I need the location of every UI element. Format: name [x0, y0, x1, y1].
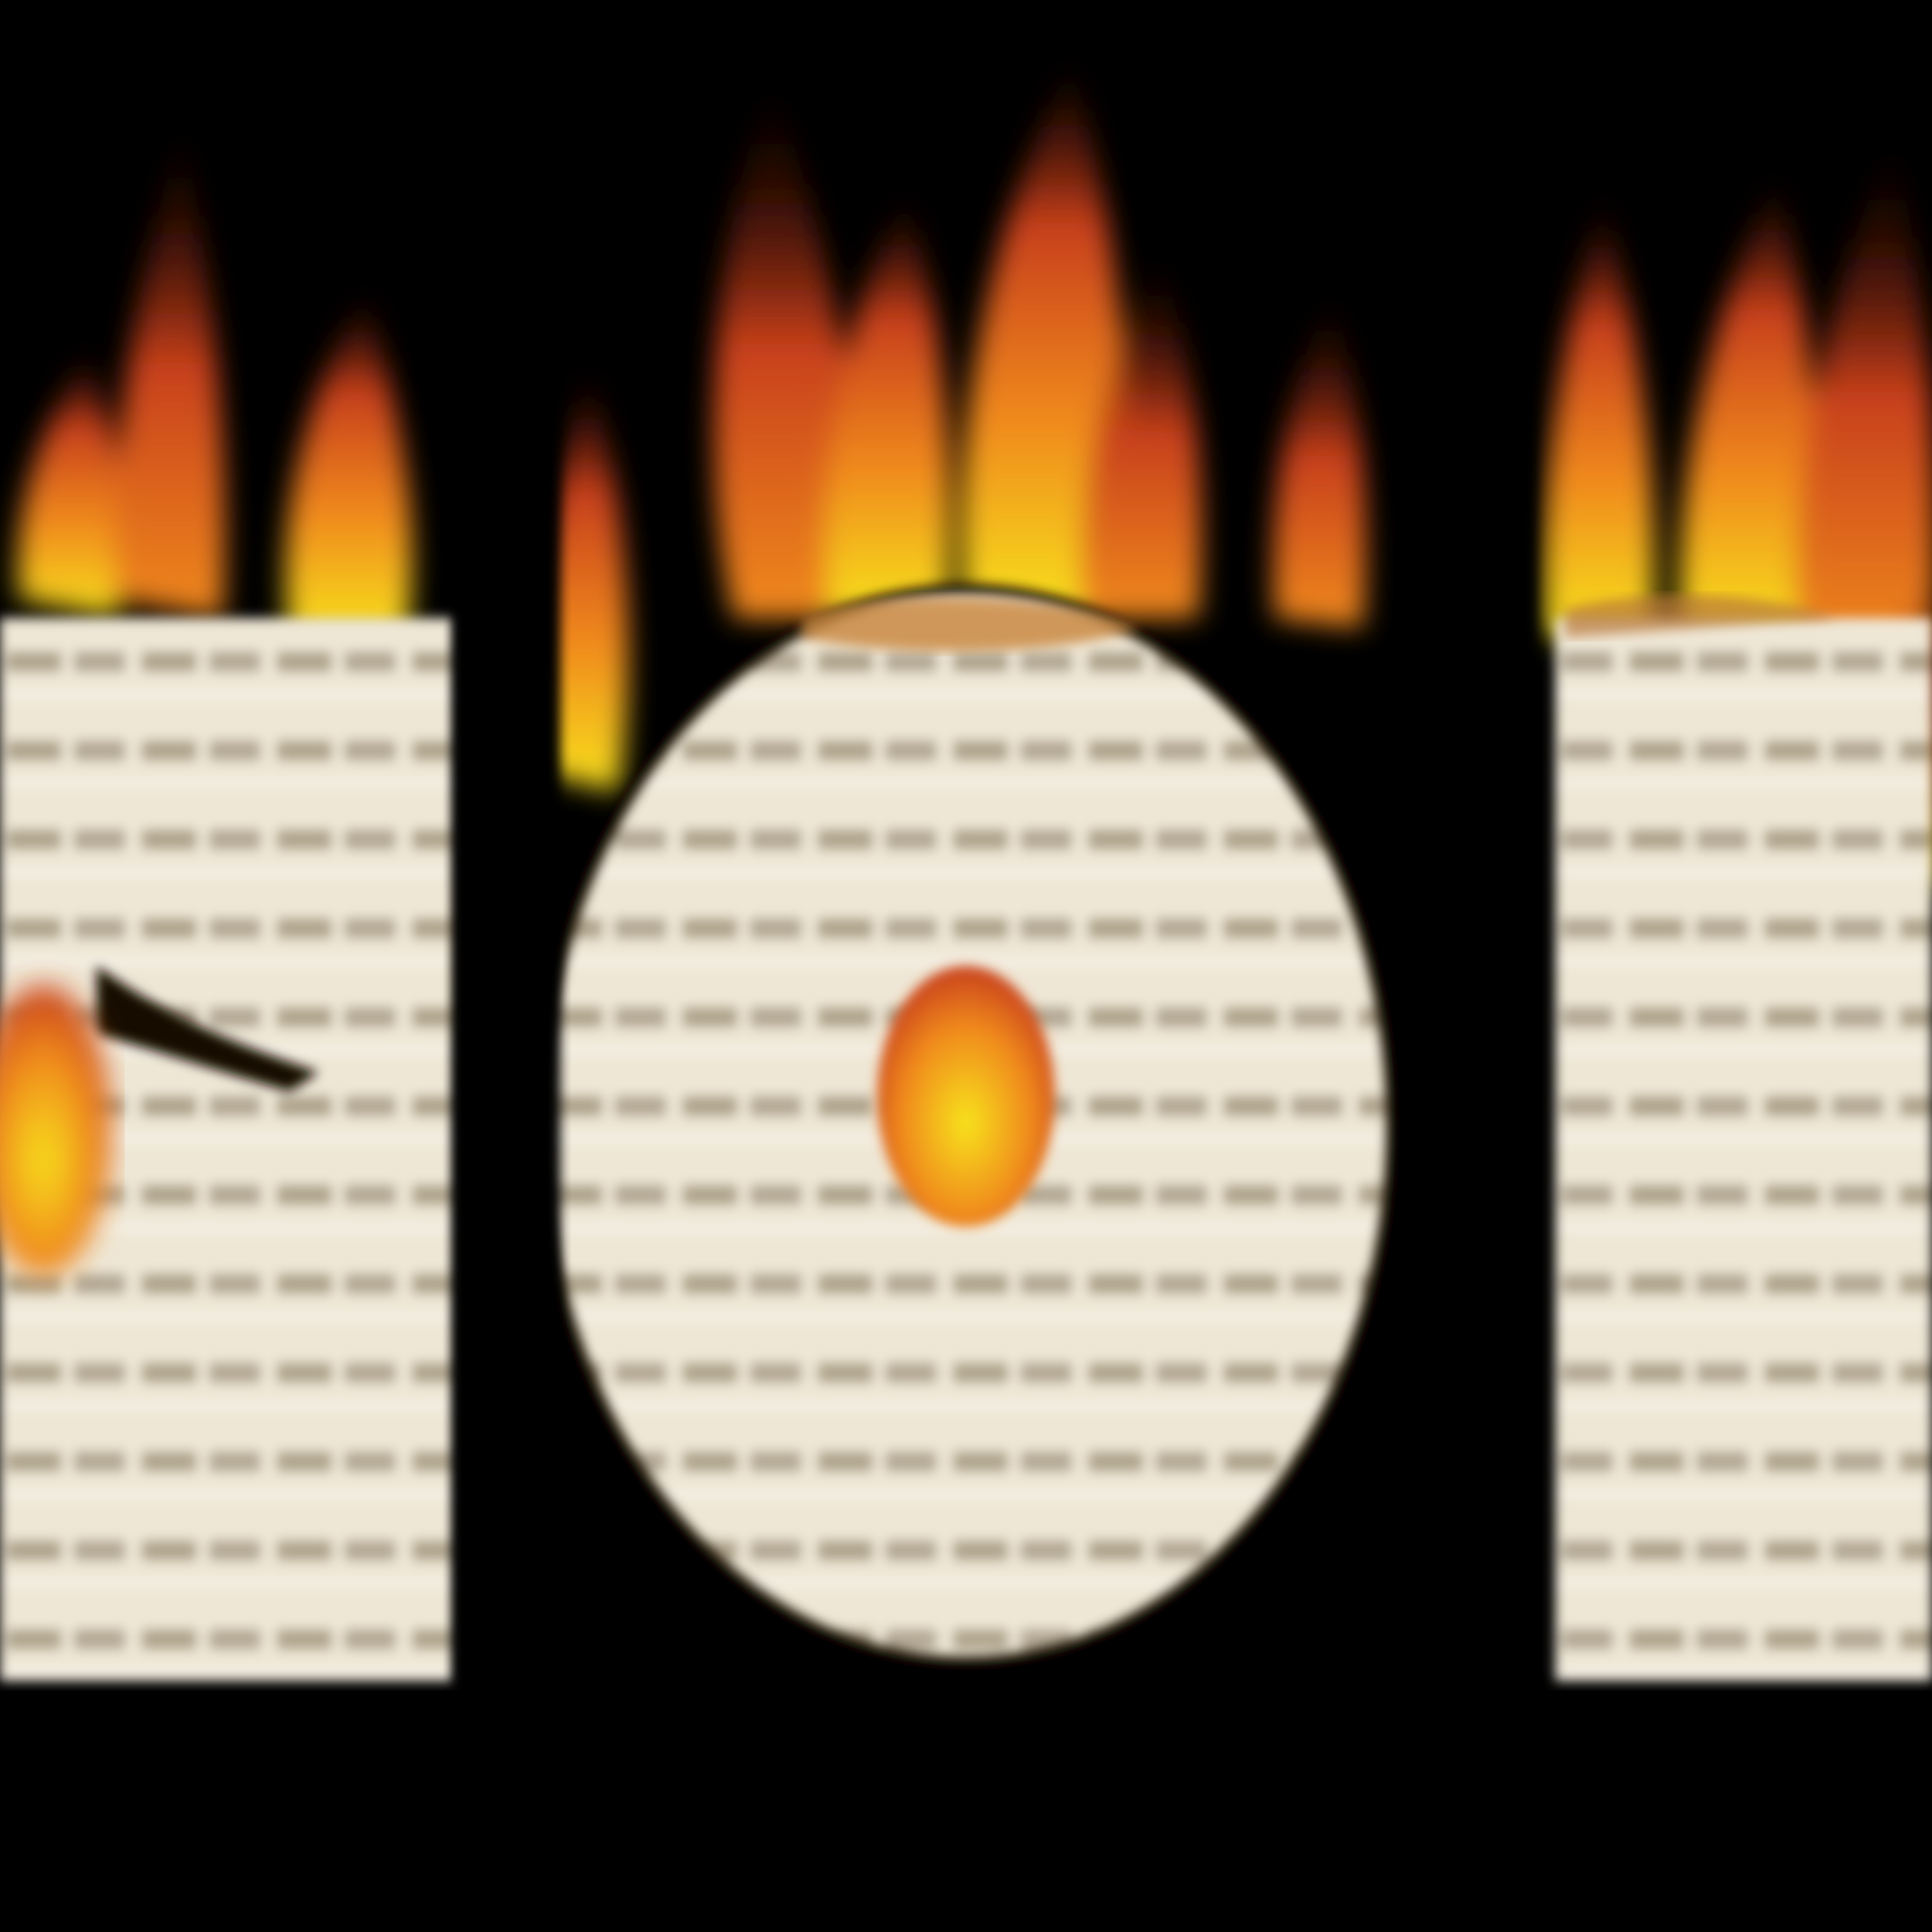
- center-letter-o: [536, 584, 1396, 1666]
- right-letter: [1555, 595, 1932, 1681]
- left-letter: [0, 618, 454, 1681]
